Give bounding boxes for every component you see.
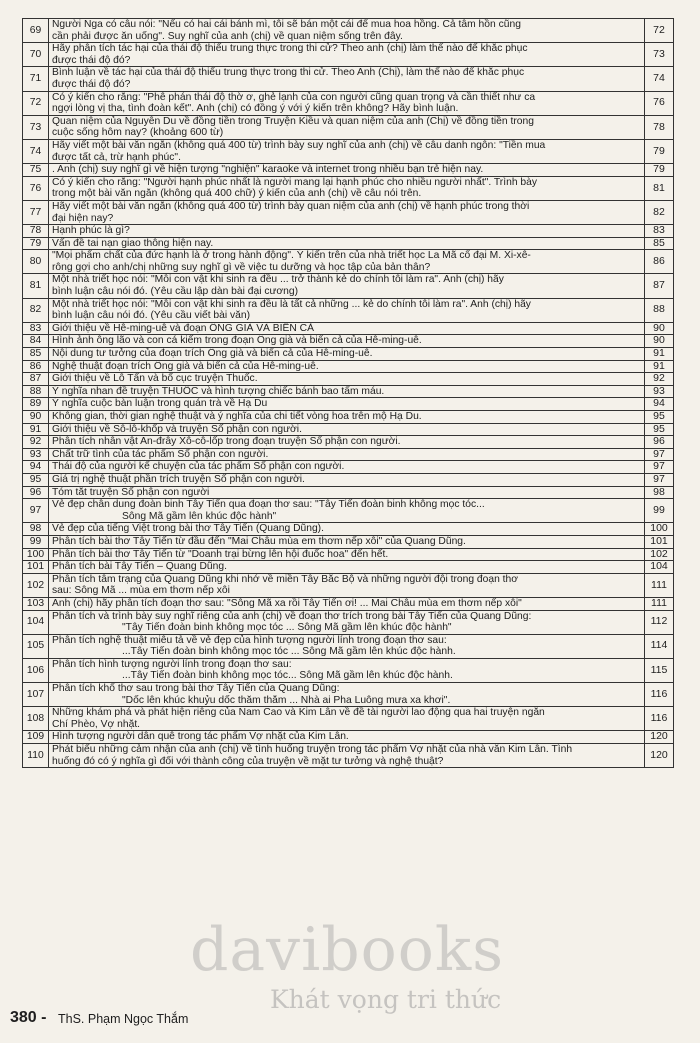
- toc-entry-number: 80: [23, 250, 49, 274]
- toc-entry-line: Phân tích bài thơ Tây Tiến từ đầu đến "Mai Châu mùa em thơm nếp xôi" của Quang Dũng.: [52, 535, 466, 547]
- toc-entry-line: "Tây Tiến đoàn binh không mọc tóc ... Sông Mã gầm lên khúc độc hành": [122, 622, 452, 634]
- toc-entry-line: Hạnh phúc là gì?: [52, 225, 130, 237]
- toc-entry-title: [49, 348, 645, 361]
- toc-row: [23, 398, 674, 411]
- toc-entry-line: Hãy viết một bài văn ngắn (không quá 400 từ) trình bày quan niệm của anh (chị) về hạnh phúc trong thời: [52, 200, 530, 212]
- toc-row: [23, 499, 674, 523]
- toc-entry-number: 79: [23, 237, 49, 250]
- toc-entry-number: 69: [23, 19, 49, 43]
- toc-entry-page: 83: [645, 225, 674, 238]
- toc-entry-number: 100: [23, 548, 49, 561]
- toc-entry-title: [49, 744, 645, 768]
- toc-entry-title: [49, 274, 645, 298]
- toc-entry-line: Hình tượng người dân quê trong tác phẩm Vợ nhặt của Kim Lân.: [52, 731, 349, 743]
- toc-entry-title: [49, 67, 645, 91]
- toc-entry-number: 96: [23, 486, 49, 499]
- toc-entry-line: Phân tích bài thơ Tây Tiến từ "Doanh trại bừng lên hội đuốc hoa" đến hết.: [52, 548, 389, 560]
- toc-row: [23, 634, 674, 658]
- toc-entry-number: 99: [23, 535, 49, 548]
- toc-entry-number: 91: [23, 423, 49, 436]
- toc-entry-title: [49, 298, 645, 322]
- toc-entry-title: [49, 385, 645, 398]
- toc-entry-number: 71: [23, 67, 49, 91]
- toc-entry-title: [49, 473, 645, 486]
- toc-entry-title: [49, 683, 645, 707]
- toc-entry-line: Hãy viết một bài văn ngắn (không quá 400 từ) trình bày suy nghĩ của anh (chị) về câu danh ngôn: "Tiền mua: [52, 139, 546, 151]
- toc-entry-title: [49, 731, 645, 744]
- toc-entry-line: ...Tây Tiến đoàn binh không mọc tóc... Sông Mã gầm lên khúc độc hành.: [122, 670, 453, 682]
- toc-entry-page: 116: [645, 683, 674, 707]
- toc-entry-line: huống đó có ý nghĩa gì đối với thành công của truyện về mặt tư tưởng và nghệ thuật?: [52, 755, 444, 767]
- toc-entry-number: 98: [23, 523, 49, 536]
- toc-row: [23, 423, 674, 436]
- toc-row: [23, 348, 674, 361]
- toc-entry-page: 82: [645, 200, 674, 224]
- toc-entry-line: Giới thiệu về Sô-lô-khốp và truyện Số phận con người.: [52, 423, 302, 435]
- toc-row: [23, 335, 674, 348]
- toc-entry-line: bình luận câu nói đó. (Yêu cầu viết bài văn): [52, 310, 251, 322]
- toc-entry-title: [49, 573, 645, 597]
- toc-entry-page: 87: [645, 274, 674, 298]
- toc-entry-number: 87: [23, 373, 49, 386]
- toc-entry-line: Vấn đề tai nạn giao thông hiện nay.: [52, 237, 214, 249]
- toc-entry-page: 94: [645, 398, 674, 411]
- toc-entry-page: 73: [645, 43, 674, 67]
- watermark-tagline: Khát vọng tri thức: [270, 985, 502, 1014]
- toc-entry-page: 101: [645, 535, 674, 548]
- toc-entry-title: [49, 448, 645, 461]
- toc-entry-page: 97: [645, 461, 674, 474]
- toc-entry-page: 88: [645, 298, 674, 322]
- toc-row: [23, 436, 674, 449]
- toc-row: [23, 200, 674, 224]
- toc-entry-line: Một nhà triết học nói: "Mỗi con vật khi sinh ra đều là tất cả những ... kẻ do chính tôi làm ra". Anh (chị) hãy: [52, 298, 531, 310]
- toc-entry-title: [49, 43, 645, 67]
- toc-entry-page: 86: [645, 250, 674, 274]
- toc-entry-line: Không gian, thời gian nghệ thuật và ý nghĩa của chi tiết vòng hoa trên mộ Hạ Du.: [52, 411, 422, 422]
- toc-entry-line: Vẻ đẹp chân dung đoàn binh Tây Tiến qua đoạn thơ sau: "Tây Tiến đoàn binh không mọc tóc...: [52, 499, 485, 511]
- toc-entry-title: [49, 115, 645, 139]
- toc-entry-number: 75: [23, 164, 49, 177]
- footer-page-number: 380 -: [10, 1009, 47, 1026]
- toc-entry-line: Ý nghĩa nhan đề truyện THUỐC và hình tượng chiếc bánh bao tẩm máu.: [52, 385, 385, 397]
- toc-row: [23, 385, 674, 398]
- toc-entry-number: 107: [23, 683, 49, 707]
- toc-entry-page: 97: [645, 448, 674, 461]
- toc-entry-number: 92: [23, 436, 49, 449]
- toc-entry-page: 90: [645, 335, 674, 348]
- toc-entry-page: 114: [645, 634, 674, 658]
- toc-body: [23, 19, 674, 768]
- toc-entry-page: 74: [645, 67, 674, 91]
- toc-entry-number: 89: [23, 398, 49, 411]
- toc-entry-number: 94: [23, 461, 49, 474]
- toc-entry-line: được thái độ đó?: [52, 54, 131, 66]
- toc-entry-line: Những khám phá và phát hiện riêng của Nam Cao và Kim Lân về đề tài người lao động qua hai truyện ngắn: [52, 707, 545, 719]
- toc-entry-page: 92: [645, 373, 674, 386]
- toc-entry-number: 72: [23, 91, 49, 115]
- toc-entry-line: Bình luận về tác hại của thái độ thiếu trung thực trong thi cử. Theo Anh (Chị), làm thế nào để khắc phục: [52, 67, 525, 79]
- toc-entry-line: ...Tây Tiến đoàn binh không mọc tóc ... Sông Mã gầm lên khúc độc hành.: [122, 646, 456, 658]
- toc-row: [23, 523, 674, 536]
- toc-entry-title: [49, 237, 645, 250]
- toc-entry-page: 72: [645, 19, 674, 43]
- toc-entry-number: 77: [23, 200, 49, 224]
- toc-entry-number: 90: [23, 411, 49, 424]
- toc-table: [22, 18, 674, 768]
- toc-entry-title: [49, 373, 645, 386]
- toc-entry-title: [49, 523, 645, 536]
- toc-row: [23, 176, 674, 200]
- toc-entry-line: Nội dung tư tưởng của đoạn trích Ông già và biển cả của Hê-ming-uê.: [52, 348, 373, 360]
- toc-row: [23, 473, 674, 486]
- toc-entry-number: 78: [23, 225, 49, 238]
- toc-entry-line: Phân tích tâm trạng của Quang Dũng khi nhớ về miền Tây Bắc Bộ và những người đội trong đoạn thơ: [52, 573, 519, 585]
- footer-author: ThS. Phạm Ngọc Thắm: [58, 1012, 189, 1026]
- toc-entry-title: [49, 250, 645, 274]
- toc-entry-number: 74: [23, 139, 49, 163]
- toc-entry-title: [49, 610, 645, 634]
- toc-entry-line: Sông Mã gầm lên khúc độc hành": [122, 510, 277, 522]
- toc-entry-page: 99: [645, 499, 674, 523]
- toc-entry-title: [49, 411, 645, 424]
- toc-entry-line: Phân tích nghệ thuật miêu tả về vẻ đẹp của hình tượng người lính trong đoạn thơ sau:: [52, 634, 447, 646]
- toc-row: [23, 561, 674, 574]
- toc-entry-line: cuộc sống hôm nay? (khoảng 600 từ): [52, 127, 224, 139]
- toc-row: [23, 486, 674, 499]
- toc-row: [23, 373, 674, 386]
- toc-entry-line: Phân tích bài Tây Tiến – Quang Dũng.: [52, 561, 227, 573]
- toc-row: [23, 225, 674, 238]
- toc-entry-page: 93: [645, 385, 674, 398]
- toc-row: [23, 91, 674, 115]
- toc-entry-title: [49, 200, 645, 224]
- toc-entry-title: [49, 634, 645, 658]
- toc-entry-page: 79: [645, 164, 674, 177]
- toc-entry-title: [49, 707, 645, 731]
- toc-entry-line: Vẻ đẹp của tiếng Việt trong bài thơ Tây Tiến (Quang Dũng).: [52, 523, 324, 535]
- toc-entry-page: 111: [645, 597, 674, 610]
- toc-entry-page: 91: [645, 360, 674, 373]
- toc-row: [23, 411, 674, 424]
- toc-entry-line: đại hiện nay?: [52, 212, 114, 224]
- toc-entry-number: 104: [23, 610, 49, 634]
- toc-row: [23, 67, 674, 91]
- toc-entry-line: Người Nga có câu nói: "Nếu có hai cái bánh mì, tôi sẽ bán một cái để mua hoa hồng. Cả tâm hồn cũng: [52, 19, 521, 30]
- toc-row: [23, 535, 674, 548]
- toc-entry-title: [49, 19, 645, 43]
- toc-row: [23, 658, 674, 682]
- toc-entry-line: trong một bài văn ngắn (không quá 400 chữ) ý kiến của anh (chị) về câu nói trên.: [52, 188, 422, 200]
- watermark-logo: davibooks: [190, 915, 505, 985]
- toc-row: [23, 115, 674, 139]
- toc-row: [23, 237, 674, 250]
- toc-entry-line: sau: Sông Mã ... mùa em thơm nếp xôi: [52, 585, 230, 597]
- toc-entry-line: Giá trị nghệ thuật phần trích truyện Số phận con người.: [52, 473, 305, 485]
- toc-entry-page: 102: [645, 548, 674, 561]
- toc-entry-page: 91: [645, 348, 674, 361]
- toc-entry-line: "Mọi phẩm chất của đức hạnh là ở trong hành động". Ý kiến trên của nhà triết học La Mã cổ đại M. Xi-xê-: [52, 250, 531, 262]
- toc-entry-number: 95: [23, 473, 49, 486]
- toc-entry-line: Anh (chị) hãy phân tích đoạn thơ sau: "Sông Mã xa rồi Tây Tiến ơi! ... Mai Châu mùa em thơm nếp xôi": [52, 597, 522, 609]
- toc-row: [23, 43, 674, 67]
- toc-entry-number: 81: [23, 274, 49, 298]
- toc-row: [23, 448, 674, 461]
- toc-entry-title: [49, 548, 645, 561]
- toc-entry-title: [49, 398, 645, 411]
- toc-entry-line: Chất trữ tình của tác phẩm Số phận con người.: [52, 448, 269, 460]
- toc-entry-number: 105: [23, 634, 49, 658]
- toc-entry-number: 88: [23, 385, 49, 398]
- toc-entry-line: Thái độ của người kể chuyện của tác phẩm Số phận con người.: [52, 461, 345, 473]
- toc-entry-number: 70: [23, 43, 49, 67]
- toc-entry-title: [49, 461, 645, 474]
- toc-entry-page: 81: [645, 176, 674, 200]
- toc-entry-line: Có ý kiến cho rằng: "Người hạnh phúc nhất là người mang lại hạnh phúc cho nhiều người nhất". Trình bày: [52, 176, 538, 188]
- toc-entry-number: 82: [23, 298, 49, 322]
- toc-entry-title: [49, 597, 645, 610]
- toc-entry-line: Ý nghĩa cuộc bàn luận trong quán trà về Hạ Du: [52, 398, 268, 410]
- toc-row: [23, 610, 674, 634]
- toc-entry-line: Hình ảnh ông lão và con cá kiếm trong đoạn Ông già và biển cả của Hê-ming-uê.: [52, 335, 422, 347]
- toc-entry-number: 73: [23, 115, 49, 139]
- toc-row: [23, 683, 674, 707]
- toc-entry-line: Chí Phèo, Vợ nhặt.: [52, 718, 141, 730]
- toc-row: [23, 573, 674, 597]
- toc-entry-line: Phân tích và trình bày suy nghĩ riêng của anh (chị) về đoạn thơ trích trong bài Tây Tiến của Quang Dũng:: [52, 610, 532, 622]
- toc-entry-title: [49, 658, 645, 682]
- toc-row: [23, 139, 674, 163]
- toc-entry-title: [49, 423, 645, 436]
- toc-entry-number: 97: [23, 499, 49, 523]
- toc-entry-page: 96: [645, 436, 674, 449]
- toc-entry-page: 115: [645, 658, 674, 682]
- toc-entry-line: Có ý kiến cho rằng: "Phê phán thái độ thờ ơ, ghẻ lạnh của con người cũng quan trọng và cần thiết như ca: [52, 91, 536, 103]
- toc-entry-page: 76: [645, 91, 674, 115]
- toc-row: [23, 250, 674, 274]
- toc-entry-line: Giới thiệu về Lỗ Tấn và bố cục truyện Thuốc.: [52, 373, 258, 385]
- toc-entry-number: 109: [23, 731, 49, 744]
- toc-row: [23, 298, 674, 322]
- toc-entry-line: được thái độ đó?: [52, 78, 131, 90]
- toc-row: [23, 597, 674, 610]
- toc-entry-number: 106: [23, 658, 49, 682]
- toc-entry-number: 102: [23, 573, 49, 597]
- toc-row: [23, 548, 674, 561]
- toc-entry-title: [49, 360, 645, 373]
- toc-entry-title: [49, 225, 645, 238]
- toc-row: [23, 164, 674, 177]
- toc-row: [23, 707, 674, 731]
- toc-entry-line: . Anh (chị) suy nghĩ gì về hiện tượng "nghiện" karaoke và internet trong nhiều bạn trẻ hiện nay.: [52, 164, 484, 176]
- toc-entry-line: bình luận câu nói đó. (Yêu cầu lập dàn bài đại cương): [52, 286, 299, 298]
- toc-entry-page: 112: [645, 610, 674, 634]
- toc-row: [23, 19, 674, 43]
- toc-entry-title: [49, 91, 645, 115]
- toc-entry-number: 101: [23, 561, 49, 574]
- toc-entry-page: 104: [645, 561, 674, 574]
- toc-row: [23, 744, 674, 768]
- toc-entry-line: rông gợi cho anh/chị những suy nghĩ gì về việc tu dưỡng và học tập của bản thân?: [52, 261, 431, 273]
- toc-entry-number: 83: [23, 322, 49, 335]
- toc-row: [23, 731, 674, 744]
- toc-entry-page: 79: [645, 139, 674, 163]
- toc-entry-page: 116: [645, 707, 674, 731]
- toc-row: [23, 360, 674, 373]
- toc-entry-line: ngợi lòng vị tha, tình đoàn kết". Anh (chị) có đồng ý với ý kiến trên không? Hãy bình luận.: [52, 103, 459, 115]
- toc-row: [23, 322, 674, 335]
- toc-entry-title: [49, 499, 645, 523]
- toc-entry-line: Quan niệm của Nguyễn Du về đồng tiền trong Truyện Kiều và quan niệm của anh (Chị) về đồng tiền trong: [52, 115, 534, 127]
- toc-entry-title: [49, 139, 645, 163]
- toc-entry-line: Phân tích nhân vật An-đrây Xô-cô-lốp trong đoạn truyện Số phận con người.: [52, 436, 401, 448]
- toc-entry-title: [49, 535, 645, 548]
- toc-entry-title: [49, 436, 645, 449]
- toc-entry-line: cần phải được ăn uống". Suy nghĩ của anh (chị) về quan niệm sống trên đây.: [52, 30, 403, 42]
- toc-entry-page: 85: [645, 237, 674, 250]
- toc-entry-line: được tất cả, trừ hạnh phúc".: [52, 151, 181, 163]
- toc-entry-title: [49, 322, 645, 335]
- toc-row: [23, 274, 674, 298]
- toc-entry-line: Phân tích hình tượng người lính trong đoạn thơ sau:: [52, 658, 292, 670]
- toc-entry-line: Phân tích khổ thơ sau trong bài thơ Tây Tiến của Quang Dũng:: [52, 683, 340, 695]
- toc-entry-page: 95: [645, 411, 674, 424]
- toc-entry-title: [49, 176, 645, 200]
- toc-entry-line: Tóm tắt truyện Số phận con người: [52, 486, 210, 498]
- toc-entry-line: Nghệ thuật đoạn trích Ông già và biển cả của Hê-ming-uê.: [52, 360, 319, 372]
- toc-entry-number: 76: [23, 176, 49, 200]
- toc-entry-page: 90: [645, 322, 674, 335]
- toc-entry-title: [49, 164, 645, 177]
- toc-entry-number: 108: [23, 707, 49, 731]
- toc-entry-page: 78: [645, 115, 674, 139]
- toc-entry-title: [49, 486, 645, 499]
- toc-entry-page: 120: [645, 731, 674, 744]
- toc-entry-number: 85: [23, 348, 49, 361]
- toc-entry-line: Giới thiệu về Hê-ming-uê và đoạn ÔNG GIÀ VÀ BIỂN CẢ: [52, 322, 314, 334]
- toc-entry-line: Một nhà triết học nói: "Mỗi con vật khi sinh ra đều ... trở thành kẻ do chính tôi làm ra". Anh (chị) hãy: [52, 274, 504, 286]
- toc-entry-number: 103: [23, 597, 49, 610]
- toc-entry-page: 111: [645, 573, 674, 597]
- toc-entry-line: Phát biểu những cảm nhận của anh (chị) về tình huống truyện trong tác phẩm Vợ nhặt của nhà văn Kim Lân. Tình: [52, 744, 573, 756]
- toc-entry-number: 86: [23, 360, 49, 373]
- toc-entry-title: [49, 561, 645, 574]
- toc-entry-page: 120: [645, 744, 674, 768]
- toc-entry-page: 95: [645, 423, 674, 436]
- toc-entry-number: 110: [23, 744, 49, 768]
- toc-row: [23, 461, 674, 474]
- toc-entry-title: [49, 335, 645, 348]
- toc-entry-page: 97: [645, 473, 674, 486]
- toc-entry-page: 100: [645, 523, 674, 536]
- toc-entry-page: 98: [645, 486, 674, 499]
- toc-entry-number: 84: [23, 335, 49, 348]
- toc-entry-line: "Dốc lên khúc khuỷu dốc thăm thẳm ... Nhà ai Pha Luông mưa xa khơi".: [122, 694, 451, 706]
- toc-entry-number: 93: [23, 448, 49, 461]
- toc-entry-line: Hãy phân tích tác hại của thái độ thiếu trung thực trong thi cử? Theo anh (chị) làm thế nào để khắc phục: [52, 43, 528, 55]
